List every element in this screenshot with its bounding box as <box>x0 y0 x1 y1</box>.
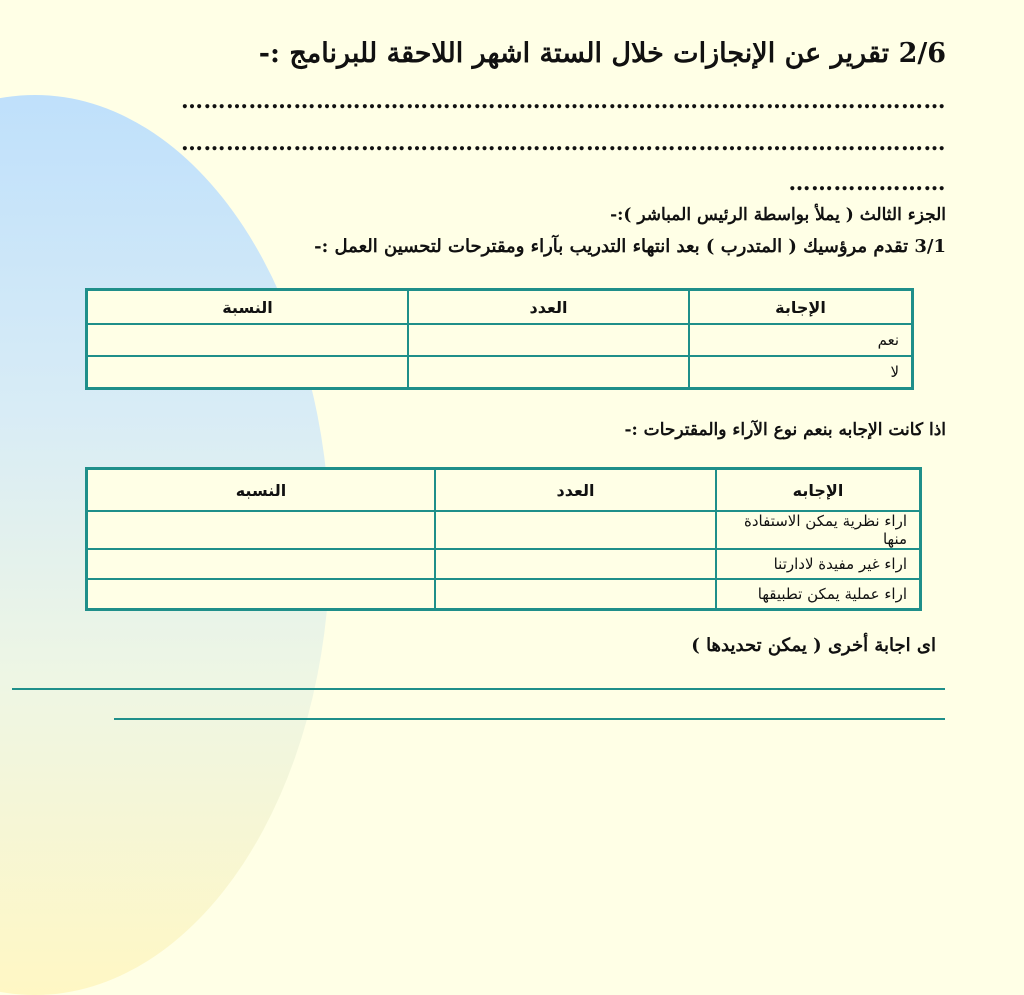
count-cell[interactable] <box>408 356 689 389</box>
percentage-cell[interactable] <box>87 324 409 356</box>
answer-cell: نعم <box>689 324 913 356</box>
answer-line-2[interactable] <box>114 718 945 720</box>
dotted-fill-line-2: ………………………………………………………………………………………… <box>181 130 946 156</box>
response-table <box>85 288 914 390</box>
percentage-cell[interactable] <box>87 511 436 549</box>
table-header-row <box>87 290 913 325</box>
if-yes-heading: اذا كانت الإجابه بنعم نوع الآراء والمقترحات :- <box>624 420 946 440</box>
dotted-fill-line-1: ………………………………………………………………………………………… <box>181 88 946 114</box>
header-answer: الإجابة <box>689 290 913 325</box>
table-row <box>87 549 921 579</box>
other-answer-label: اى اجابة أخرى ( يمكن تحديدها ) <box>691 635 936 656</box>
table-row <box>87 356 913 389</box>
count-cell[interactable] <box>408 324 689 356</box>
table-header-row <box>87 469 921 512</box>
part3-heading: الجزء الثالث ( يملأ بواسطة الرئيس المباشر ):- <box>610 205 946 225</box>
header-percentage: النسبه <box>87 469 436 512</box>
table-row <box>87 579 921 610</box>
answer-cell: اراء غير مفيدة لادارتنا <box>716 549 921 579</box>
answer-cell: اراء نظرية يمكن الاستفادة منها <box>716 511 921 549</box>
count-cell[interactable] <box>435 579 716 610</box>
table-row <box>87 324 913 356</box>
header-answer: الإجابه <box>716 469 921 512</box>
header-percentage: النسبة <box>87 290 409 325</box>
answer-line-1[interactable] <box>12 688 945 690</box>
percentage-cell[interactable] <box>87 356 409 389</box>
count-cell[interactable] <box>435 511 716 549</box>
percentage-cell[interactable] <box>87 579 436 610</box>
report-title: 2/6 تقرير عن الإنجازات خلال الستة اشهر اللاحقة للبرنامج :- <box>258 38 946 69</box>
answer-cell: اراء عملية يمكن تطبيقها <box>716 579 921 610</box>
header-count: العدد <box>408 290 689 325</box>
count-cell[interactable] <box>435 549 716 579</box>
percentage-cell[interactable] <box>87 549 436 579</box>
answer-cell: لا <box>689 356 913 389</box>
header-count: العدد <box>435 469 716 512</box>
opinion-type-table <box>85 467 922 611</box>
section-3-1-heading: 3/1 تقدم مرؤسيك ( المتدرب ) بعد انتهاء التدريب بآراء ومقترحات لتحسين العمل :- <box>314 236 946 257</box>
dotted-fill-line-3: ………………… <box>788 170 946 196</box>
table-row <box>87 511 921 549</box>
